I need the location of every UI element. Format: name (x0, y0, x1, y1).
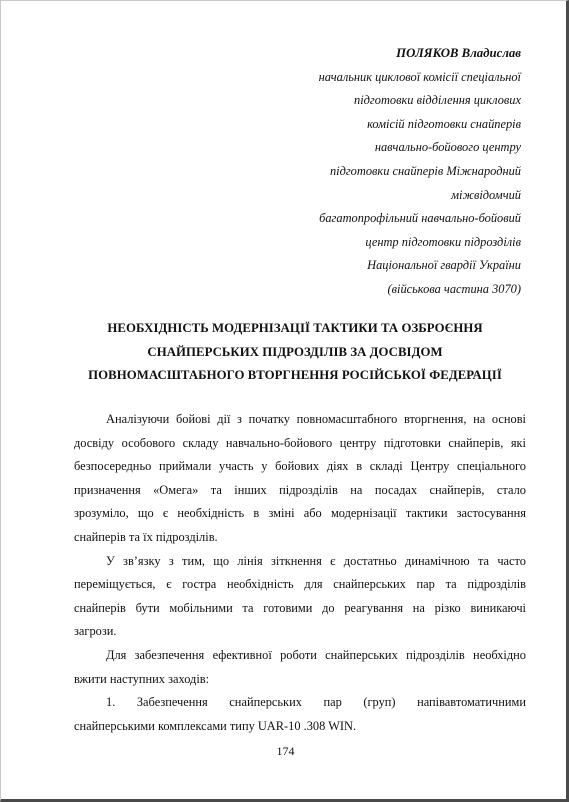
list-item (74, 691, 526, 738)
author-position-line: навчально-бойового центру (374, 140, 521, 155)
author-position-line: Національної гвардії України (367, 258, 521, 273)
author-name: ПОЛЯКОВ Владислав (396, 46, 521, 60)
title-line: ПОВНОМАСШТАБНОГО ВТОРГНЕННЯ РОСІЙСЬКОЇ ФЕДЕРАЦІЇ (88, 368, 502, 383)
paragraph-line: Аналізуючи бойові дії з початку повномасштабного вторгнення, на основі (106, 412, 526, 426)
paragraph-line: досвіду особового складу навчально-бойового центру підготовки снайперів, які (74, 435, 526, 450)
paragraph-line: Для забезпечення ефективної роботи снайперських підрозділів необхідно (106, 647, 526, 662)
article-title (41, 317, 549, 388)
page-number: 174 (276, 744, 295, 758)
title-line: НЕОБХІДНІСТЬ МОДЕРНІЗАЦІЇ ТАКТИКИ ТА ОЗБРОЄННЯ (107, 321, 483, 335)
title-line: СНАЙПЕРСЬКИХ ПІДРОЗДІЛІВ ЗА ДОСВІДОМ (147, 344, 443, 359)
author-block (191, 42, 521, 302)
paragraph-line: призначення «Омега» та інших підрозділів на посадах снайперів, стало (74, 482, 526, 497)
article-body (74, 408, 526, 738)
paragraph (74, 644, 526, 691)
author-position-line: центр підготовки підрозділів (365, 234, 521, 249)
paragraph-line: вжити наступних заходів: (74, 671, 210, 686)
author-position-line: міжвідомчий (451, 187, 521, 202)
author-position-line: підготовки снайперів Міжнародний (329, 163, 521, 178)
author-position-line: (військова частина 3070) (387, 281, 521, 296)
paragraph-line: загрози. (74, 624, 117, 639)
paragraph-line: снайперів бути мобільними та готовими до реагування на різко виникаючі (74, 600, 526, 615)
paragraph-line: У зв’язку з тим, що лінія зіткнення є достатньо динамічною та часто (106, 553, 526, 568)
author-position-line: комісій підготовки снайперів (367, 116, 521, 131)
author-position-line: підготовки відділення циклових (354, 93, 521, 108)
paragraph-line: переміщується, є гостра необхідність для снайперських пар та підрозділів (74, 577, 526, 592)
paragraph-line: снайперськими комплексами типу UAR-10 .308 WIN. (74, 718, 357, 733)
author-position-line: багатопрофільний навчально-бойовий (319, 211, 521, 226)
paragraph (74, 550, 526, 644)
paragraph-line: безпосередньо приймали участь у бойових діях в складі Центру спеціального (74, 459, 526, 474)
paragraph (74, 408, 526, 550)
author-position-line: начальник циклової комісії спеціальної (318, 69, 521, 84)
paragraph-line: зрозуміло, що є необхідність в зміні або модернізації тактики застосування (74, 506, 526, 521)
paragraph-line: 1. Забезпечення снайперських пар (груп) напівавтоматичними (106, 695, 526, 710)
paragraph-line: снайперів та їх підрозділів. (74, 529, 218, 544)
